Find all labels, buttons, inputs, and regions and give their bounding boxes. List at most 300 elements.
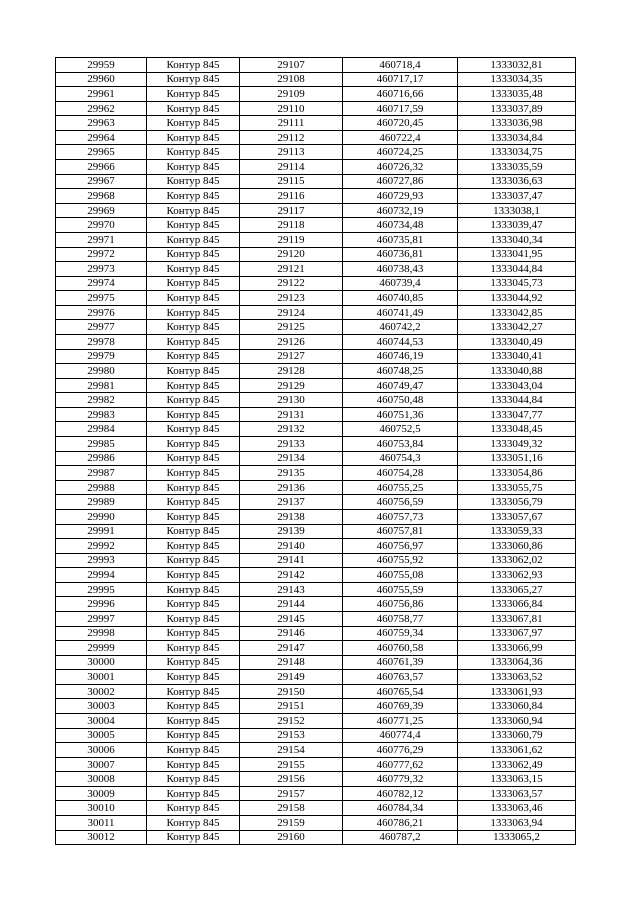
point-number-cell: 29970 xyxy=(56,218,147,233)
x-coordinate-cell: 460769,39 xyxy=(343,699,458,714)
table-row xyxy=(56,364,576,379)
y-coordinate-cell: 1333060,79 xyxy=(458,728,576,743)
table-row xyxy=(56,582,576,597)
contour-name-cell: Контур 845 xyxy=(147,597,240,612)
x-coordinate-cell: 460739,4 xyxy=(343,276,458,291)
contour-name-cell: Контур 845 xyxy=(147,378,240,393)
table-row xyxy=(56,714,576,729)
vertex-number-cell: 29143 xyxy=(240,582,343,597)
point-number-cell: 29975 xyxy=(56,291,147,306)
vertex-number-cell: 29126 xyxy=(240,334,343,349)
x-coordinate-cell: 460761,39 xyxy=(343,655,458,670)
table-row xyxy=(56,684,576,699)
y-coordinate-cell: 1333041,95 xyxy=(458,247,576,262)
x-coordinate-cell: 460754,3 xyxy=(343,451,458,466)
table-row xyxy=(56,597,576,612)
table-row xyxy=(56,568,576,583)
y-coordinate-cell: 1333063,15 xyxy=(458,772,576,787)
contour-name-cell: Контур 845 xyxy=(147,743,240,758)
point-number-cell: 29992 xyxy=(56,539,147,554)
table-row xyxy=(56,116,576,131)
vertex-number-cell: 29121 xyxy=(240,262,343,277)
table-row xyxy=(56,655,576,670)
table-row xyxy=(56,422,576,437)
contour-name-cell: Контур 845 xyxy=(147,786,240,801)
y-coordinate-cell: 1333063,57 xyxy=(458,786,576,801)
y-coordinate-cell: 1333043,04 xyxy=(458,378,576,393)
vertex-number-cell: 29110 xyxy=(240,101,343,116)
table-row xyxy=(56,772,576,787)
contour-name-cell: Контур 845 xyxy=(147,641,240,656)
vertex-number-cell: 29152 xyxy=(240,714,343,729)
point-number-cell: 29985 xyxy=(56,437,147,452)
contour-name-cell: Контур 845 xyxy=(147,772,240,787)
x-coordinate-cell: 460736,81 xyxy=(343,247,458,262)
vertex-number-cell: 29135 xyxy=(240,466,343,481)
vertex-number-cell: 29154 xyxy=(240,743,343,758)
y-coordinate-cell: 1333047,77 xyxy=(458,407,576,422)
y-coordinate-cell: 1333036,63 xyxy=(458,174,576,189)
x-coordinate-cell: 460755,92 xyxy=(343,553,458,568)
x-coordinate-cell: 460784,34 xyxy=(343,801,458,816)
table-row xyxy=(56,262,576,277)
point-number-cell: 30004 xyxy=(56,714,147,729)
vertex-number-cell: 29124 xyxy=(240,305,343,320)
point-number-cell: 29976 xyxy=(56,305,147,320)
y-coordinate-cell: 1333060,86 xyxy=(458,539,576,554)
y-coordinate-cell: 1333039,47 xyxy=(458,218,576,233)
contour-name-cell: Контур 845 xyxy=(147,218,240,233)
point-number-cell: 29984 xyxy=(56,422,147,437)
contour-name-cell: Контур 845 xyxy=(147,262,240,277)
vertex-number-cell: 29130 xyxy=(240,393,343,408)
point-number-cell: 29982 xyxy=(56,393,147,408)
vertex-number-cell: 29109 xyxy=(240,87,343,102)
y-coordinate-cell: 1333061,93 xyxy=(458,684,576,699)
contour-name-cell: Контур 845 xyxy=(147,670,240,685)
contour-name-cell: Контур 845 xyxy=(147,524,240,539)
x-coordinate-cell: 460779,32 xyxy=(343,772,458,787)
table-row xyxy=(56,87,576,102)
vertex-number-cell: 29112 xyxy=(240,130,343,145)
table-row xyxy=(56,830,576,845)
vertex-number-cell: 29138 xyxy=(240,509,343,524)
contour-name-cell: Контур 845 xyxy=(147,58,240,73)
contour-name-cell: Контур 845 xyxy=(147,145,240,160)
vertex-number-cell: 29136 xyxy=(240,480,343,495)
table-row xyxy=(56,626,576,641)
x-coordinate-cell: 460755,08 xyxy=(343,568,458,583)
y-coordinate-cell: 1333037,89 xyxy=(458,101,576,116)
x-coordinate-cell: 460726,32 xyxy=(343,160,458,175)
point-number-cell: 29988 xyxy=(56,480,147,495)
contour-name-cell: Контур 845 xyxy=(147,407,240,422)
table-row xyxy=(56,641,576,656)
table-row xyxy=(56,58,576,73)
point-number-cell: 29968 xyxy=(56,189,147,204)
point-number-cell: 29995 xyxy=(56,582,147,597)
point-number-cell: 29963 xyxy=(56,116,147,131)
x-coordinate-cell: 460718,4 xyxy=(343,58,458,73)
contour-name-cell: Контур 845 xyxy=(147,247,240,262)
y-coordinate-cell: 1333065,27 xyxy=(458,582,576,597)
vertex-number-cell: 29134 xyxy=(240,451,343,466)
table-row xyxy=(56,393,576,408)
y-coordinate-cell: 1333035,48 xyxy=(458,87,576,102)
contour-name-cell: Контур 845 xyxy=(147,757,240,772)
y-coordinate-cell: 1333034,35 xyxy=(458,72,576,87)
x-coordinate-cell: 460751,36 xyxy=(343,407,458,422)
vertex-number-cell: 29115 xyxy=(240,174,343,189)
x-coordinate-cell: 460786,21 xyxy=(343,816,458,831)
point-number-cell: 29978 xyxy=(56,334,147,349)
x-coordinate-cell: 460740,85 xyxy=(343,291,458,306)
x-coordinate-cell: 460753,84 xyxy=(343,437,458,452)
table-row xyxy=(56,451,576,466)
y-coordinate-cell: 1333066,99 xyxy=(458,641,576,656)
contour-name-cell: Контур 845 xyxy=(147,714,240,729)
vertex-number-cell: 29129 xyxy=(240,378,343,393)
point-number-cell: 29969 xyxy=(56,203,147,218)
point-number-cell: 30008 xyxy=(56,772,147,787)
x-coordinate-cell: 460742,2 xyxy=(343,320,458,335)
x-coordinate-cell: 460732,19 xyxy=(343,203,458,218)
y-coordinate-cell: 1333061,62 xyxy=(458,743,576,758)
x-coordinate-cell: 460738,43 xyxy=(343,262,458,277)
table-row xyxy=(56,757,576,772)
x-coordinate-cell: 460729,93 xyxy=(343,189,458,204)
y-coordinate-cell: 1333060,84 xyxy=(458,699,576,714)
table-row xyxy=(56,320,576,335)
contour-name-cell: Контур 845 xyxy=(147,87,240,102)
vertex-number-cell: 29158 xyxy=(240,801,343,816)
vertex-number-cell: 29155 xyxy=(240,757,343,772)
y-coordinate-cell: 1333064,36 xyxy=(458,655,576,670)
contour-name-cell: Контур 845 xyxy=(147,364,240,379)
vertex-number-cell: 29153 xyxy=(240,728,343,743)
point-number-cell: 29979 xyxy=(56,349,147,364)
vertex-number-cell: 29150 xyxy=(240,684,343,699)
table-row xyxy=(56,670,576,685)
x-coordinate-cell: 460757,73 xyxy=(343,509,458,524)
point-number-cell: 29993 xyxy=(56,553,147,568)
x-coordinate-cell: 460776,29 xyxy=(343,743,458,758)
point-number-cell: 29974 xyxy=(56,276,147,291)
contour-name-cell: Контур 845 xyxy=(147,305,240,320)
y-coordinate-cell: 1333055,75 xyxy=(458,480,576,495)
vertex-number-cell: 29140 xyxy=(240,539,343,554)
point-number-cell: 30005 xyxy=(56,728,147,743)
vertex-number-cell: 29145 xyxy=(240,611,343,626)
point-number-cell: 29959 xyxy=(56,58,147,73)
contour-name-cell: Контур 845 xyxy=(147,437,240,452)
y-coordinate-cell: 1333066,84 xyxy=(458,597,576,612)
table-row xyxy=(56,553,576,568)
point-number-cell: 29990 xyxy=(56,509,147,524)
x-coordinate-cell: 460748,25 xyxy=(343,364,458,379)
table-row xyxy=(56,495,576,510)
contour-name-cell: Контур 845 xyxy=(147,72,240,87)
point-number-cell: 29981 xyxy=(56,378,147,393)
y-coordinate-cell: 1333051,16 xyxy=(458,451,576,466)
x-coordinate-cell: 460765,54 xyxy=(343,684,458,699)
vertex-number-cell: 29120 xyxy=(240,247,343,262)
x-coordinate-cell: 460735,81 xyxy=(343,232,458,247)
contour-name-cell: Контур 845 xyxy=(147,189,240,204)
y-coordinate-cell: 1333067,81 xyxy=(458,611,576,626)
point-number-cell: 29994 xyxy=(56,568,147,583)
x-coordinate-cell: 460755,25 xyxy=(343,480,458,495)
vertex-number-cell: 29148 xyxy=(240,655,343,670)
vertex-number-cell: 29123 xyxy=(240,291,343,306)
y-coordinate-cell: 1333056,79 xyxy=(458,495,576,510)
y-coordinate-cell: 1333060,94 xyxy=(458,714,576,729)
point-number-cell: 29960 xyxy=(56,72,147,87)
vertex-number-cell: 29127 xyxy=(240,349,343,364)
table-row xyxy=(56,786,576,801)
table-row xyxy=(56,276,576,291)
x-coordinate-cell: 460734,48 xyxy=(343,218,458,233)
table-row xyxy=(56,247,576,262)
table-row xyxy=(56,539,576,554)
point-number-cell: 29987 xyxy=(56,466,147,481)
contour-name-cell: Контур 845 xyxy=(147,174,240,189)
contour-name-cell: Контур 845 xyxy=(147,320,240,335)
contour-name-cell: Контур 845 xyxy=(147,451,240,466)
table-row xyxy=(56,218,576,233)
point-number-cell: 29983 xyxy=(56,407,147,422)
point-number-cell: 29999 xyxy=(56,641,147,656)
table-row xyxy=(56,378,576,393)
contour-name-cell: Контур 845 xyxy=(147,393,240,408)
x-coordinate-cell: 460760,58 xyxy=(343,641,458,656)
y-coordinate-cell: 1333063,46 xyxy=(458,801,576,816)
contour-name-cell: Контур 845 xyxy=(147,276,240,291)
vertex-number-cell: 29137 xyxy=(240,495,343,510)
y-coordinate-cell: 1333044,84 xyxy=(458,262,576,277)
point-number-cell: 29966 xyxy=(56,160,147,175)
contour-name-cell: Контур 845 xyxy=(147,480,240,495)
contour-name-cell: Контур 845 xyxy=(147,611,240,626)
vertex-number-cell: 29160 xyxy=(240,830,343,845)
x-coordinate-cell: 460727,86 xyxy=(343,174,458,189)
table-row xyxy=(56,743,576,758)
table-row xyxy=(56,816,576,831)
vertex-number-cell: 29156 xyxy=(240,772,343,787)
y-coordinate-cell: 1333065,2 xyxy=(458,830,576,845)
table-row xyxy=(56,611,576,626)
table-row xyxy=(56,334,576,349)
table-row xyxy=(56,466,576,481)
y-coordinate-cell: 1333036,98 xyxy=(458,116,576,131)
vertex-number-cell: 29146 xyxy=(240,626,343,641)
point-number-cell: 29991 xyxy=(56,524,147,539)
y-coordinate-cell: 1333045,73 xyxy=(458,276,576,291)
x-coordinate-cell: 460758,77 xyxy=(343,611,458,626)
point-number-cell: 29971 xyxy=(56,232,147,247)
table-row xyxy=(56,160,576,175)
table-row xyxy=(56,72,576,87)
y-coordinate-cell: 1333062,93 xyxy=(458,568,576,583)
y-coordinate-cell: 1333040,49 xyxy=(458,334,576,349)
y-coordinate-cell: 1333044,92 xyxy=(458,291,576,306)
x-coordinate-cell: 460752,5 xyxy=(343,422,458,437)
vertex-number-cell: 29117 xyxy=(240,203,343,218)
x-coordinate-cell: 460750,48 xyxy=(343,393,458,408)
vertex-number-cell: 29147 xyxy=(240,641,343,656)
table-row xyxy=(56,101,576,116)
point-number-cell: 30000 xyxy=(56,655,147,670)
x-coordinate-cell: 460754,28 xyxy=(343,466,458,481)
contour-name-cell: Контур 845 xyxy=(147,830,240,845)
table-row xyxy=(56,509,576,524)
contour-name-cell: Контур 845 xyxy=(147,801,240,816)
vertex-number-cell: 29141 xyxy=(240,553,343,568)
point-number-cell: 30002 xyxy=(56,684,147,699)
y-coordinate-cell: 1333063,52 xyxy=(458,670,576,685)
vertex-number-cell: 29114 xyxy=(240,160,343,175)
x-coordinate-cell: 460746,19 xyxy=(343,349,458,364)
table-row xyxy=(56,524,576,539)
vertex-number-cell: 29122 xyxy=(240,276,343,291)
y-coordinate-cell: 1333040,34 xyxy=(458,232,576,247)
contour-name-cell: Контур 845 xyxy=(147,816,240,831)
point-number-cell: 29972 xyxy=(56,247,147,262)
contour-name-cell: Контур 845 xyxy=(147,582,240,597)
point-number-cell: 29998 xyxy=(56,626,147,641)
x-coordinate-cell: 460716,66 xyxy=(343,87,458,102)
contour-name-cell: Контур 845 xyxy=(147,495,240,510)
vertex-number-cell: 29113 xyxy=(240,145,343,160)
x-coordinate-cell: 460744,53 xyxy=(343,334,458,349)
y-coordinate-cell: 1333057,67 xyxy=(458,509,576,524)
point-number-cell: 29967 xyxy=(56,174,147,189)
contour-name-cell: Контур 845 xyxy=(147,291,240,306)
contour-name-cell: Контур 845 xyxy=(147,539,240,554)
table-row xyxy=(56,203,576,218)
y-coordinate-cell: 1333032,81 xyxy=(458,58,576,73)
contour-name-cell: Контур 845 xyxy=(147,466,240,481)
contour-name-cell: Контур 845 xyxy=(147,232,240,247)
vertex-number-cell: 29142 xyxy=(240,568,343,583)
point-number-cell: 29962 xyxy=(56,101,147,116)
x-coordinate-cell: 460782,12 xyxy=(343,786,458,801)
y-coordinate-cell: 1333035,59 xyxy=(458,160,576,175)
contour-name-cell: Контур 845 xyxy=(147,116,240,131)
coordinates-table-body xyxy=(56,58,576,845)
x-coordinate-cell: 460755,59 xyxy=(343,582,458,597)
x-coordinate-cell: 460763,57 xyxy=(343,670,458,685)
contour-name-cell: Контур 845 xyxy=(147,334,240,349)
table-row xyxy=(56,699,576,714)
vertex-number-cell: 29149 xyxy=(240,670,343,685)
table-row xyxy=(56,145,576,160)
contour-name-cell: Контур 845 xyxy=(147,626,240,641)
vertex-number-cell: 29139 xyxy=(240,524,343,539)
y-coordinate-cell: 1333042,27 xyxy=(458,320,576,335)
y-coordinate-cell: 1333038,1 xyxy=(458,203,576,218)
x-coordinate-cell: 460756,86 xyxy=(343,597,458,612)
vertex-number-cell: 29119 xyxy=(240,232,343,247)
table-row xyxy=(56,232,576,247)
point-number-cell: 29989 xyxy=(56,495,147,510)
y-coordinate-cell: 1333042,85 xyxy=(458,305,576,320)
x-coordinate-cell: 460724,25 xyxy=(343,145,458,160)
y-coordinate-cell: 1333059,33 xyxy=(458,524,576,539)
y-coordinate-cell: 1333062,49 xyxy=(458,757,576,772)
vertex-number-cell: 29125 xyxy=(240,320,343,335)
vertex-number-cell: 29151 xyxy=(240,699,343,714)
contour-name-cell: Контур 845 xyxy=(147,655,240,670)
point-number-cell: 29997 xyxy=(56,611,147,626)
x-coordinate-cell: 460756,97 xyxy=(343,539,458,554)
y-coordinate-cell: 1333063,94 xyxy=(458,816,576,831)
table-row xyxy=(56,349,576,364)
vertex-number-cell: 29133 xyxy=(240,437,343,452)
vertex-number-cell: 29111 xyxy=(240,116,343,131)
y-coordinate-cell: 1333048,45 xyxy=(458,422,576,437)
table-row xyxy=(56,189,576,204)
vertex-number-cell: 29108 xyxy=(240,72,343,87)
point-number-cell: 30006 xyxy=(56,743,147,758)
point-number-cell: 30003 xyxy=(56,699,147,714)
contour-name-cell: Контур 845 xyxy=(147,553,240,568)
x-coordinate-cell: 460720,45 xyxy=(343,116,458,131)
x-coordinate-cell: 460717,59 xyxy=(343,101,458,116)
table-row xyxy=(56,728,576,743)
contour-name-cell: Контур 845 xyxy=(147,728,240,743)
x-coordinate-cell: 460741,49 xyxy=(343,305,458,320)
x-coordinate-cell: 460717,17 xyxy=(343,72,458,87)
y-coordinate-cell: 1333067,97 xyxy=(458,626,576,641)
table-row xyxy=(56,130,576,145)
point-number-cell: 29965 xyxy=(56,145,147,160)
point-number-cell: 29986 xyxy=(56,451,147,466)
x-coordinate-cell: 460787,2 xyxy=(343,830,458,845)
vertex-number-cell: 29157 xyxy=(240,786,343,801)
point-number-cell: 30010 xyxy=(56,801,147,816)
x-coordinate-cell: 460777,62 xyxy=(343,757,458,772)
contour-name-cell: Контур 845 xyxy=(147,684,240,699)
point-number-cell: 29973 xyxy=(56,262,147,277)
point-number-cell: 30009 xyxy=(56,786,147,801)
vertex-number-cell: 29132 xyxy=(240,422,343,437)
x-coordinate-cell: 460759,34 xyxy=(343,626,458,641)
contour-name-cell: Контур 845 xyxy=(147,203,240,218)
contour-name-cell: Контур 845 xyxy=(147,130,240,145)
x-coordinate-cell: 460757,81 xyxy=(343,524,458,539)
point-number-cell: 29977 xyxy=(56,320,147,335)
point-number-cell: 29996 xyxy=(56,597,147,612)
point-number-cell: 29964 xyxy=(56,130,147,145)
table-row xyxy=(56,801,576,816)
y-coordinate-cell: 1333062,02 xyxy=(458,553,576,568)
y-coordinate-cell: 1333054,86 xyxy=(458,466,576,481)
contour-name-cell: Контур 845 xyxy=(147,509,240,524)
vertex-number-cell: 29159 xyxy=(240,816,343,831)
table-row xyxy=(56,480,576,495)
x-coordinate-cell: 460756,59 xyxy=(343,495,458,510)
contour-name-cell: Контур 845 xyxy=(147,699,240,714)
y-coordinate-cell: 1333049,32 xyxy=(458,437,576,452)
point-number-cell: 29961 xyxy=(56,87,147,102)
contour-name-cell: Контур 845 xyxy=(147,160,240,175)
vertex-number-cell: 29131 xyxy=(240,407,343,422)
y-coordinate-cell: 1333040,41 xyxy=(458,349,576,364)
table-row xyxy=(56,291,576,306)
x-coordinate-cell: 460749,47 xyxy=(343,378,458,393)
vertex-number-cell: 29118 xyxy=(240,218,343,233)
